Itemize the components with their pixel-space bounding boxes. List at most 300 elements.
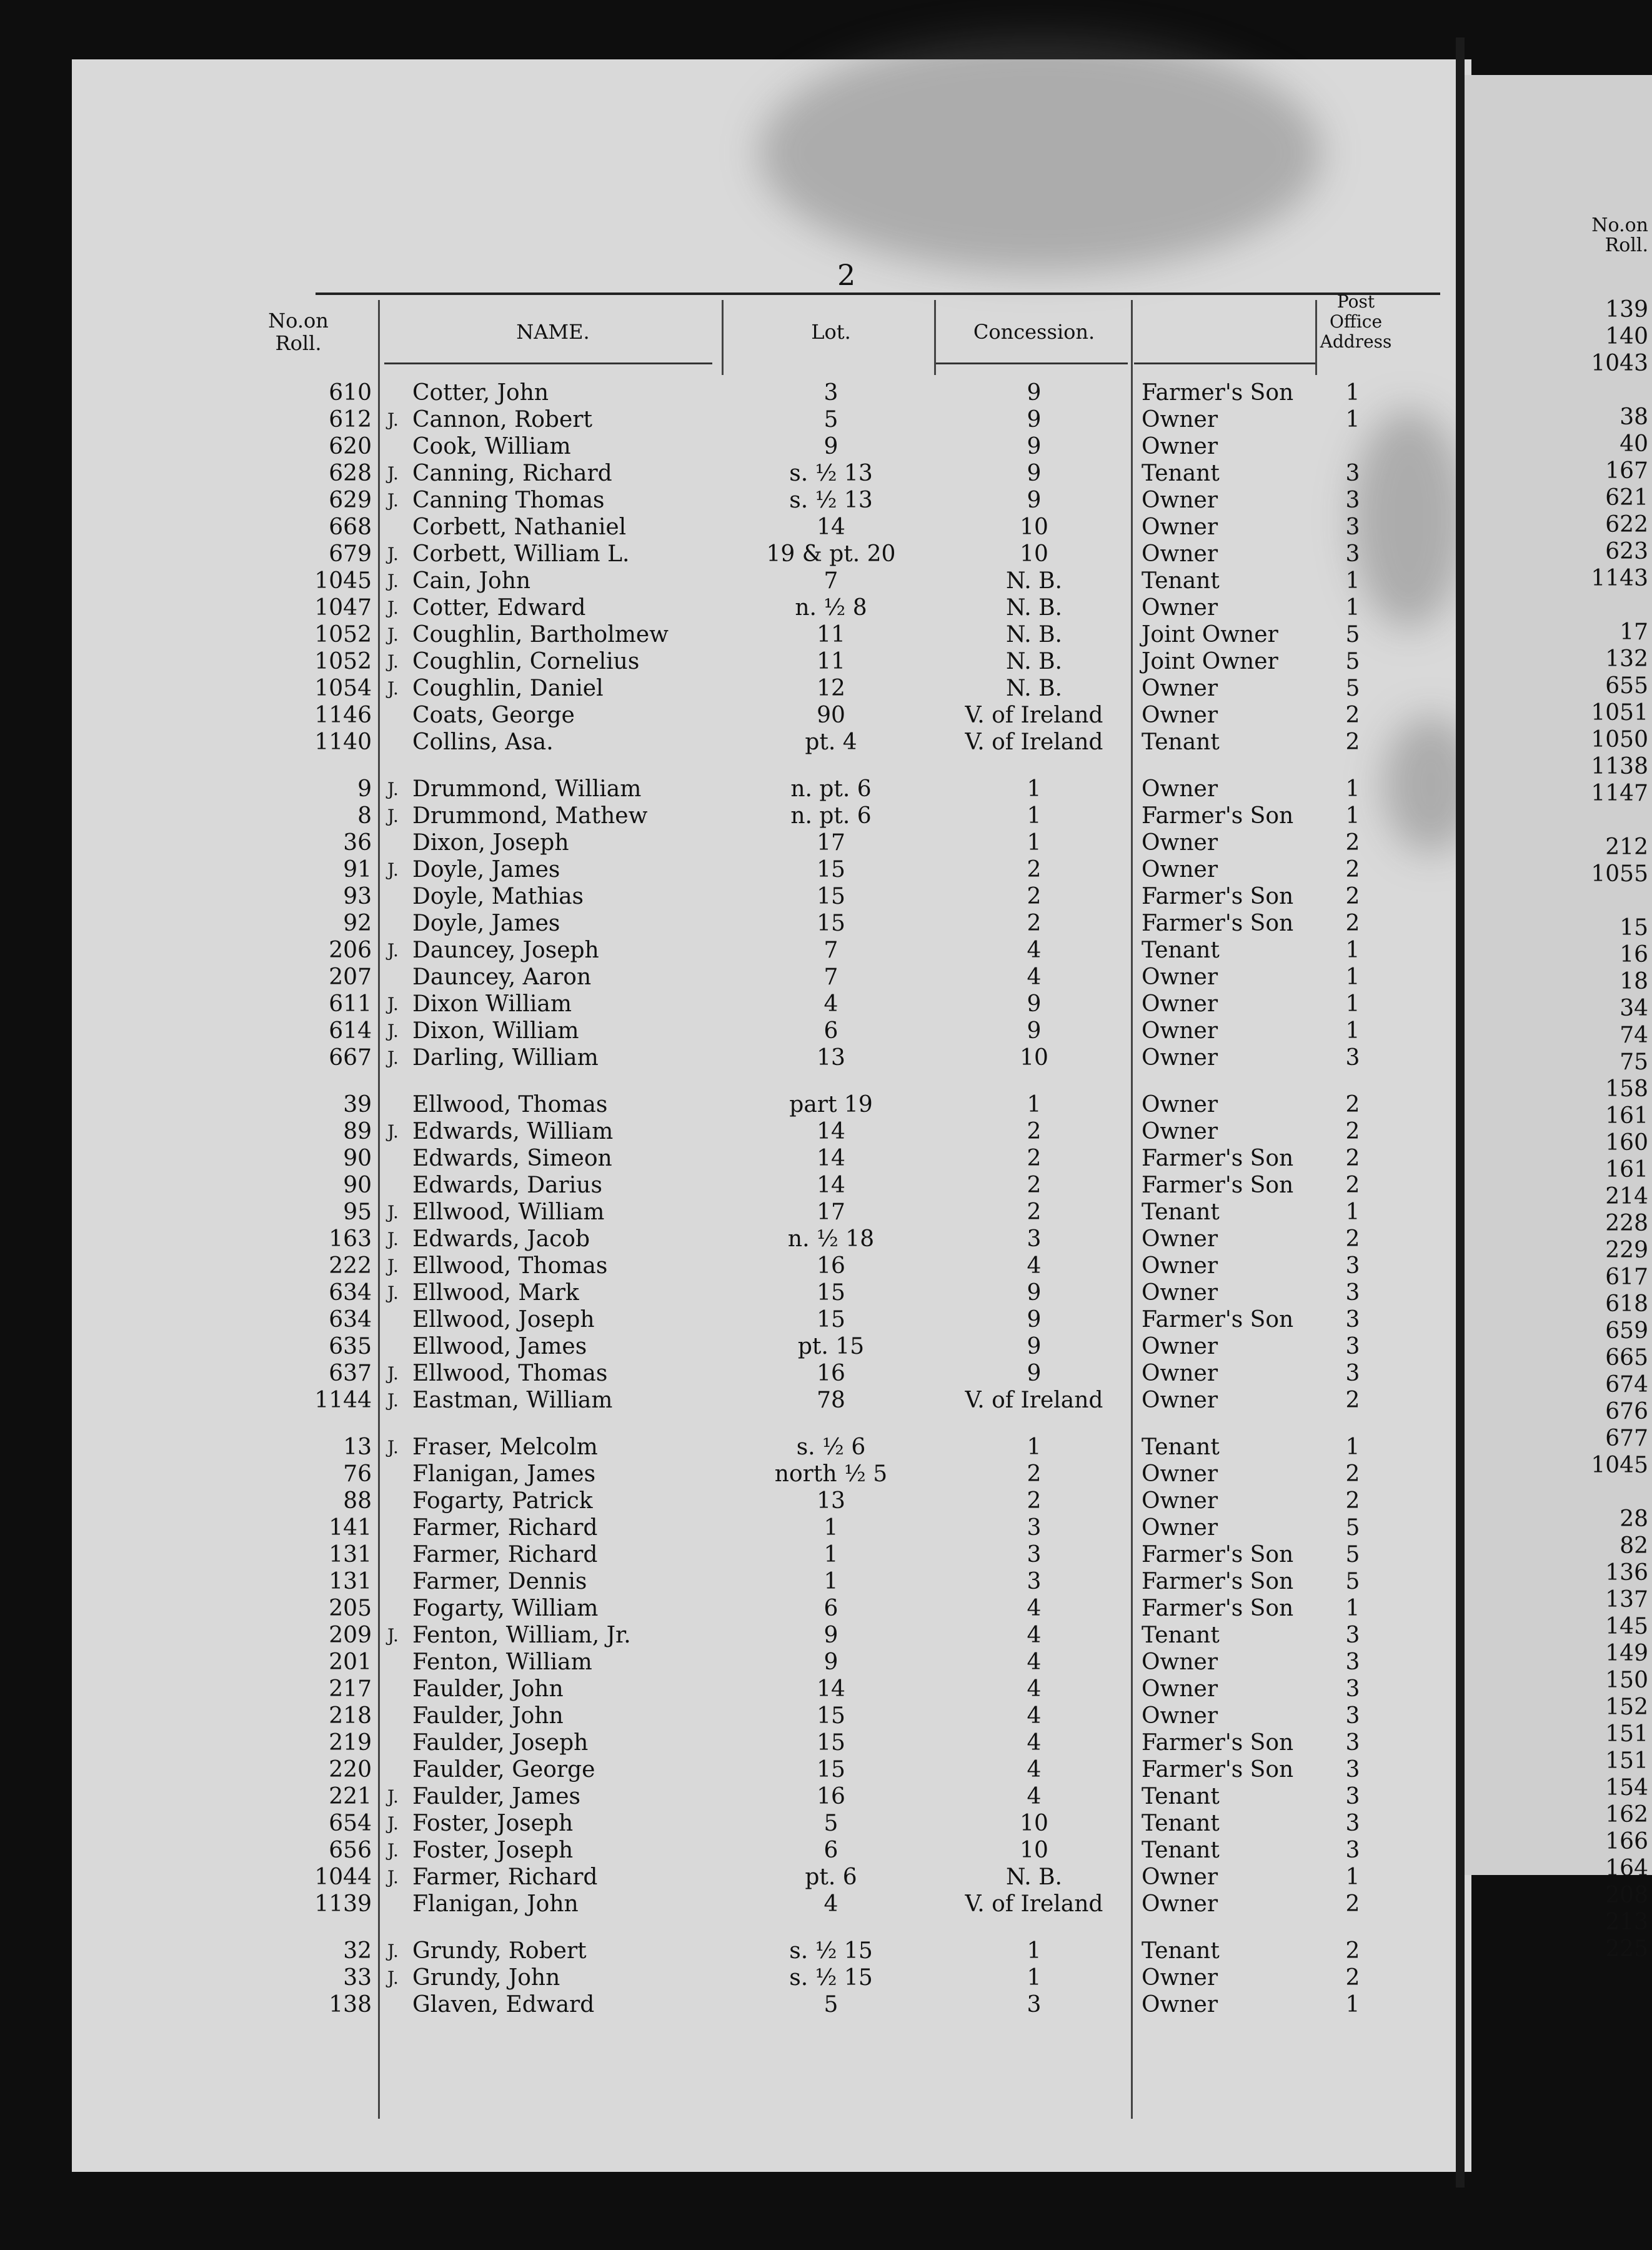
table-row	[72, 1649, 1471, 1676]
facing-page-roll-number: 158	[1605, 1076, 1648, 1102]
roll-number: 667	[329, 1045, 372, 1071]
post-office-address: 3	[1345, 1280, 1360, 1306]
voter-name: Farmer, Richard	[412, 1515, 598, 1541]
post-office-address: 1	[1345, 407, 1360, 432]
roll-number: 668	[329, 514, 372, 540]
roll-number: 1146	[314, 702, 372, 728]
post-office-address: 3	[1345, 514, 1360, 540]
voter-name: Dixon, William	[412, 1018, 579, 1044]
facing-page-roll-number: 15	[1620, 915, 1648, 941]
column-rule	[934, 300, 936, 375]
concession: N. B.	[1006, 568, 1062, 594]
post-office-address: 3	[1345, 1253, 1360, 1279]
lot: n. pt. 6	[790, 776, 872, 802]
roll-number: 92	[343, 911, 372, 936]
facing-page-roll-number: 145	[1605, 1614, 1648, 1639]
concession: 9	[1027, 461, 1042, 486]
lot: 15	[817, 1757, 845, 1782]
post-office-address: 1	[1345, 380, 1360, 406]
voter-name: Fenton, William, Jr.	[412, 1622, 631, 1648]
juror-mark: J.	[387, 806, 399, 826]
lot: s. ½ 13	[789, 488, 873, 513]
facing-page-roll-number: 151	[1605, 1748, 1648, 1774]
header-rule-name	[384, 362, 712, 364]
roll-number: 612	[329, 407, 372, 432]
lot: 5	[824, 407, 838, 432]
voter-name: Corbett, Nathaniel	[412, 514, 627, 540]
lot: 1	[824, 1569, 838, 1594]
concession: 9	[1027, 1361, 1042, 1386]
facing-page-roll-number: 1043	[1591, 351, 1648, 376]
table-row	[72, 1044, 1471, 1071]
roll-number: 221	[329, 1784, 372, 1809]
voter-name: Faulder, George	[412, 1757, 595, 1782]
concession: 2	[1027, 911, 1042, 936]
facing-page-roll-number: 1147	[1591, 781, 1648, 806]
voter-name: Faulder, John	[412, 1703, 564, 1729]
facing-page-roll-number: 16	[1620, 942, 1648, 968]
facing-page-roll-number: 161	[1605, 1103, 1648, 1129]
concession: 4	[1027, 964, 1042, 990]
facing-page-roll-number: 213	[1605, 1909, 1648, 1935]
facing-page-roll-number: 214	[1605, 1184, 1648, 1209]
roll-number: 634	[329, 1307, 372, 1332]
facing-page-roll-number: 162	[1605, 1802, 1648, 1828]
juror-mark: J.	[387, 1968, 399, 1988]
post-office-address: 1	[1345, 938, 1360, 963]
voter-name: Collins, Asa.	[412, 729, 554, 755]
juror-mark: J.	[387, 678, 399, 699]
facing-page-roll-number: 618	[1605, 1291, 1648, 1317]
voter-name: Fogarty, Patrick	[412, 1488, 593, 1514]
concession: N. B.	[1006, 1864, 1062, 1890]
juror-mark: J.	[387, 624, 399, 645]
facing-page-roll-number: 229	[1605, 1238, 1648, 1263]
table-row	[72, 1279, 1471, 1306]
status: Owner	[1142, 676, 1218, 701]
status: Farmer's Son	[1142, 1172, 1294, 1198]
post-office-address: 2	[1345, 911, 1360, 936]
lot: 16	[817, 1361, 845, 1386]
facing-page-roll-number: 1051	[1591, 700, 1648, 726]
status: Farmer's Son	[1142, 1307, 1294, 1332]
roll-number: 679	[329, 541, 372, 567]
lot: 6	[824, 1838, 838, 1863]
concession: 4	[1027, 1784, 1042, 1809]
header-rule-concession	[934, 362, 1128, 364]
post-office-address: 1	[1345, 1199, 1360, 1225]
status: Owner	[1142, 1992, 1218, 2018]
concession: 4	[1027, 1730, 1042, 1756]
concession: N. B.	[1006, 595, 1062, 621]
table-row	[72, 460, 1471, 487]
book-spine	[1456, 38, 1465, 2188]
roll-number: 218	[329, 1703, 372, 1729]
post-office-address: 2	[1345, 1965, 1360, 1991]
concession: 2	[1027, 1199, 1042, 1225]
lot: 16	[817, 1253, 845, 1279]
table-row	[72, 1622, 1471, 1649]
table-row	[72, 541, 1471, 568]
post-office-address: 2	[1345, 1488, 1360, 1514]
post-office-address: 2	[1345, 702, 1360, 728]
status: Tenant	[1142, 1434, 1220, 1460]
facing-page-roll-number: 677	[1605, 1426, 1648, 1451]
concession: 2	[1027, 1119, 1042, 1144]
juror-mark: J.	[387, 1202, 399, 1222]
concession: 4	[1027, 1622, 1042, 1648]
table-row	[72, 406, 1471, 433]
table-row	[72, 802, 1471, 829]
roll-number: 207	[329, 964, 372, 990]
roll-number: 9	[357, 776, 372, 802]
table-row	[72, 1387, 1471, 1414]
lot: 14	[817, 1172, 845, 1198]
juror-mark: J.	[387, 1121, 399, 1142]
table-row	[72, 1810, 1471, 1837]
roll-number: 217	[329, 1676, 372, 1702]
roll-number: 90	[343, 1146, 372, 1171]
facing-page-roll-number: 212	[1605, 834, 1648, 860]
voter-name: Ellwood, Thomas	[412, 1253, 608, 1279]
status: Joint Owner	[1142, 622, 1278, 648]
status: Farmer's Son	[1142, 1542, 1294, 1568]
voter-name: Doyle, James	[412, 857, 560, 882]
post-office-address: 1	[1345, 595, 1360, 621]
concession: 2	[1027, 1146, 1042, 1171]
facing-page-roll-number: 28	[1620, 1506, 1648, 1532]
concession: 3	[1027, 1992, 1042, 2018]
voter-name: Drummond, William	[412, 776, 642, 802]
status: Owner	[1142, 1119, 1218, 1144]
voter-name: Coughlin, Cornelius	[412, 649, 640, 674]
table-row	[72, 964, 1471, 991]
lot: 13	[817, 1045, 845, 1071]
facing-page-roll-number: 674	[1605, 1372, 1648, 1398]
post-office-address: 3	[1345, 1307, 1360, 1332]
post-office-address: 2	[1345, 1092, 1360, 1118]
post-office-address: 5	[1345, 1515, 1360, 1541]
lot: 78	[817, 1388, 845, 1413]
roll-number: 1140	[314, 729, 372, 755]
status: Owner	[1142, 776, 1218, 802]
roll-number: 8	[357, 803, 372, 829]
status: Tenant	[1142, 938, 1220, 963]
table-row	[72, 1118, 1471, 1145]
post-office-address: 3	[1345, 1676, 1360, 1702]
facing-page-header: No.on Roll.	[1591, 214, 1648, 256]
roll-number: 222	[329, 1253, 372, 1279]
post-office-address: 1	[1345, 568, 1360, 594]
facing-page-roll-number: 152	[1605, 1694, 1648, 1720]
voter-name: Cotter, John	[412, 380, 549, 406]
facing-page-roll-number: 623	[1605, 539, 1648, 564]
concession: 9	[1027, 1334, 1042, 1359]
concession: 2	[1027, 1461, 1042, 1487]
status: Owner	[1142, 1649, 1218, 1675]
facing-page-roll-number: 151	[1605, 1721, 1648, 1747]
status: Owner	[1142, 1461, 1218, 1487]
voter-name: Edwards, William	[412, 1119, 614, 1144]
roll-number: 76	[343, 1461, 372, 1487]
lot: 15	[817, 911, 845, 936]
roll-number: 634	[329, 1280, 372, 1306]
concession: 10	[1020, 1811, 1048, 1836]
voter-name: Foster, Joseph	[412, 1811, 574, 1836]
concession: N. B.	[1006, 676, 1062, 701]
juror-mark: J.	[387, 1941, 399, 1961]
voter-name: Grundy, John	[412, 1965, 560, 1991]
lot: 5	[824, 1811, 838, 1836]
concession: 4	[1027, 938, 1042, 963]
roll-number: 629	[329, 488, 372, 513]
table-row	[72, 1199, 1471, 1226]
facing-page-roll-number: 38	[1620, 404, 1648, 430]
lot: 15	[817, 857, 845, 882]
status: Tenant	[1142, 729, 1220, 755]
post-office-address: 2	[1345, 1388, 1360, 1413]
lot: 1	[824, 1542, 838, 1568]
juror-mark: J.	[387, 940, 399, 961]
voter-name: Eastman, William	[412, 1388, 613, 1413]
voter-name: Fogarty, William	[412, 1596, 599, 1621]
lot: north ½ 5	[774, 1461, 888, 1487]
voter-name: Coughlin, Daniel	[412, 676, 604, 701]
concession: 10	[1020, 541, 1048, 567]
roll-number: 620	[329, 434, 372, 459]
lot: 13	[817, 1488, 845, 1514]
facing-page-roll-number: 1045	[1591, 1452, 1648, 1478]
table-row	[72, 1837, 1471, 1864]
table-row	[72, 487, 1471, 514]
voter-name: Ellwood, Mark	[412, 1280, 579, 1306]
status: Tenant	[1142, 1938, 1220, 1964]
status: Farmer's Son	[1142, 884, 1294, 909]
voter-name: Dauncey, Aaron	[412, 964, 592, 990]
status: Owner	[1142, 1334, 1218, 1359]
juror-mark: J.	[387, 490, 399, 511]
table-row	[72, 1434, 1471, 1461]
facing-page-roll-number: 167	[1605, 458, 1648, 484]
status: Farmer's Son	[1142, 380, 1294, 406]
status: Owner	[1142, 1388, 1218, 1413]
lot: 19 & pt. 20	[766, 541, 896, 567]
post-office-address: 3	[1345, 1838, 1360, 1863]
lot: 17	[817, 830, 845, 856]
lot: n. pt. 6	[790, 803, 872, 829]
post-office-address: 3	[1345, 541, 1360, 567]
concession: V. of Ireland	[965, 1388, 1103, 1413]
table-row	[72, 621, 1471, 648]
post-office-address: 2	[1345, 1146, 1360, 1171]
header-name: NAME.	[516, 320, 590, 344]
roll-number: 209	[329, 1622, 372, 1648]
roll-number: 32	[343, 1938, 372, 1964]
table-row	[72, 1172, 1471, 1199]
roll-number: 89	[343, 1119, 372, 1144]
juror-mark: J.	[387, 779, 399, 799]
lot: 15	[817, 884, 845, 909]
roll-number: 13	[343, 1434, 372, 1460]
roll-number: 39	[343, 1092, 372, 1118]
concession: 10	[1020, 1045, 1048, 1071]
post-office-address: 2	[1345, 729, 1360, 755]
juror-mark: J.	[387, 994, 399, 1014]
voter-name: Farmer, Richard	[412, 1542, 598, 1568]
facing-page-roll-number: 82	[1620, 1533, 1648, 1559]
roll-number: 206	[329, 938, 372, 963]
table-row	[72, 729, 1471, 756]
table-row	[72, 910, 1471, 937]
lot: 16	[817, 1784, 845, 1809]
lot: n. ½ 8	[795, 595, 867, 621]
roll-number: 637	[329, 1361, 372, 1386]
concession: 1	[1027, 803, 1042, 829]
facing-page-roll-number: 136	[1605, 1560, 1648, 1586]
lot: 15	[817, 1703, 845, 1729]
voter-name: Ellwood, James	[412, 1334, 587, 1359]
roll-number: 90	[343, 1172, 372, 1198]
facing-page-roll-number: 228	[1605, 1211, 1648, 1236]
roll-number: 93	[343, 884, 372, 909]
voter-name: Coughlin, Bartholmew	[412, 622, 669, 648]
juror-mark: J.	[387, 1048, 399, 1068]
concession: 9	[1027, 991, 1042, 1017]
roll-number: 220	[329, 1757, 372, 1782]
roll-number: 163	[329, 1226, 372, 1252]
status: Farmer's Son	[1142, 1757, 1294, 1782]
table-row	[72, 1333, 1471, 1360]
lot: pt. 4	[805, 729, 857, 755]
concession: 3	[1027, 1515, 1042, 1541]
table-row	[72, 702, 1471, 729]
lot: n. ½ 18	[787, 1226, 875, 1252]
status: Owner	[1142, 1676, 1218, 1702]
lot: 1	[824, 1515, 838, 1541]
facing-page-roll-number: 1138	[1591, 754, 1648, 779]
header-lot: Lot.	[811, 320, 851, 344]
table-row	[72, 594, 1471, 621]
concession: 9	[1027, 407, 1042, 432]
post-office-address: 1	[1345, 803, 1360, 829]
concession: 3	[1027, 1569, 1042, 1594]
facing-page-roll-number: 74	[1620, 1022, 1648, 1048]
facing-page-roll-number: 160	[1605, 1130, 1648, 1156]
roll-number: 33	[343, 1965, 372, 1991]
header-roll: No.on Roll.	[268, 309, 329, 355]
table-row	[72, 1461, 1471, 1488]
status: Tenant	[1142, 461, 1220, 486]
table-row	[72, 991, 1471, 1018]
roll-number: 131	[329, 1569, 372, 1594]
juror-mark: J.	[387, 1363, 399, 1384]
roll-number: 1045	[314, 568, 372, 594]
roll-number: 1052	[314, 649, 372, 674]
lot: 90	[817, 702, 845, 728]
voter-name: Dauncey, Joseph	[412, 938, 599, 963]
voter-name: Edwards, Jacob	[412, 1226, 590, 1252]
lot: 7	[824, 568, 838, 594]
status: Tenant	[1142, 568, 1220, 594]
voter-name: Flanigan, James	[412, 1461, 596, 1487]
concession: V. of Ireland	[965, 729, 1103, 755]
status: Owner	[1142, 1280, 1218, 1306]
concession: 4	[1027, 1676, 1042, 1702]
post-office-address: 2	[1345, 857, 1360, 882]
facing-page-roll-number: 18	[1620, 969, 1648, 994]
concession: 4	[1027, 1703, 1042, 1729]
top-rule	[316, 292, 1440, 295]
voter-name: Faulder, James	[412, 1784, 580, 1809]
concession: 9	[1027, 1307, 1042, 1332]
status: Owner	[1142, 1253, 1218, 1279]
roll-number: 36	[343, 830, 372, 856]
status: Owner	[1142, 702, 1218, 728]
juror-mark: J.	[387, 1625, 399, 1646]
table-row	[72, 937, 1471, 964]
table-row	[72, 1783, 1471, 1810]
facing-page-roll-column	[1468, 214, 1652, 1962]
facing-page-roll-number: 166	[1605, 1829, 1648, 1854]
table-row	[72, 1018, 1471, 1044]
post-office-address: 3	[1345, 1045, 1360, 1071]
voter-name: Doyle, Mathias	[412, 884, 584, 909]
table-row	[72, 829, 1471, 856]
table-row	[72, 1595, 1471, 1622]
lot: 14	[817, 1676, 845, 1702]
juror-mark: J.	[387, 463, 399, 484]
concession: 2	[1027, 857, 1042, 882]
voter-name: Ellwood, Thomas	[412, 1092, 608, 1118]
juror-mark: J.	[387, 598, 399, 618]
table-row	[72, 1991, 1471, 2018]
table-row	[72, 648, 1471, 675]
status: Tenant	[1142, 1199, 1220, 1225]
facing-page-roll-number: 164	[1605, 1856, 1648, 1881]
concession: 1	[1027, 1434, 1042, 1460]
concession: 4	[1027, 1757, 1042, 1782]
voter-name: Cain, John	[412, 568, 531, 594]
roll-number: 201	[329, 1649, 372, 1675]
table-row	[72, 1964, 1471, 1991]
status: Owner	[1142, 1864, 1218, 1890]
roll-number: 635	[329, 1334, 372, 1359]
juror-mark: J.	[387, 859, 399, 880]
lot: 15	[817, 1307, 845, 1332]
concession: V. of Ireland	[965, 702, 1103, 728]
voter-name: Ellwood, Joseph	[412, 1307, 595, 1332]
table-row	[72, 1514, 1471, 1541]
document-page	[72, 59, 1471, 2172]
facing-page-roll-number: 617	[1605, 1264, 1648, 1290]
voter-name: Canning, Richard	[412, 461, 612, 486]
juror-mark: J.	[387, 544, 399, 564]
status: Farmer's Son	[1142, 1569, 1294, 1594]
voter-name: Foster, Joseph	[412, 1838, 574, 1863]
status: Owner	[1142, 1515, 1218, 1541]
status: Tenant	[1142, 1784, 1220, 1809]
table-row	[72, 379, 1471, 406]
lot: 17	[817, 1199, 845, 1225]
concession: N. B.	[1006, 622, 1062, 648]
table-row	[72, 1226, 1471, 1252]
status: Owner	[1142, 964, 1218, 990]
facing-page-roll-number: 665	[1605, 1345, 1648, 1371]
facing-page-roll-number: 75	[1620, 1049, 1648, 1075]
post-office-address: 2	[1345, 884, 1360, 909]
roll-number: 1139	[314, 1891, 372, 1917]
concession: 3	[1027, 1226, 1042, 1252]
